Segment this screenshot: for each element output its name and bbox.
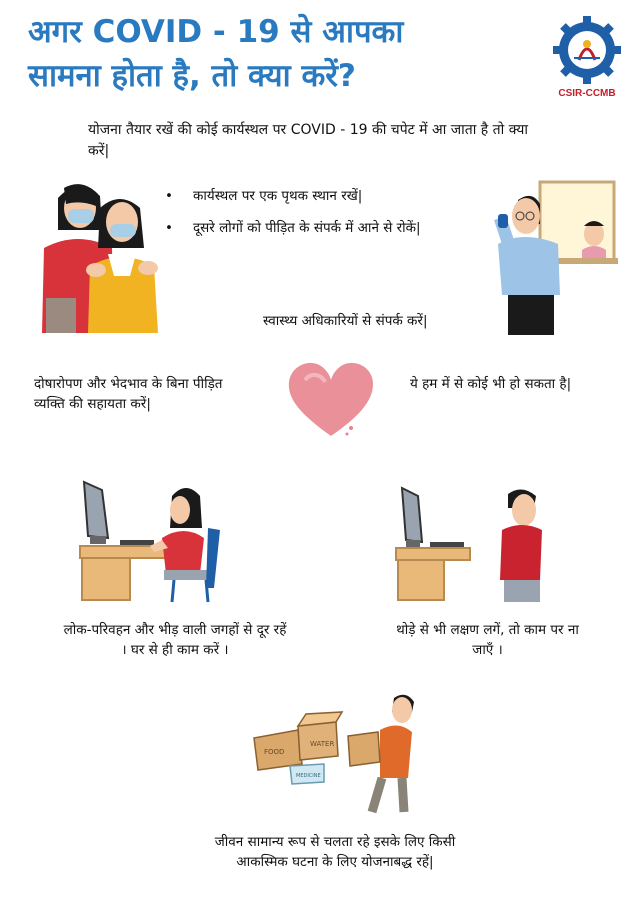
man-carrying-boxes-illustration bbox=[252, 690, 422, 815]
intro-text: योजना तैयार रखें की कोई कार्यस्थल पर COVID - 19 की चपेट में आ जाता है तो क्या करें| bbox=[88, 122, 528, 159]
list-item: • दूसरे लोगों को पीड़ित के संपर्क में आने से रोकें| bbox=[165, 218, 465, 238]
can-happen-anyone-text: ये हम में से कोई भी हो सकता है| bbox=[410, 376, 572, 392]
woman-at-computer-illustration bbox=[80, 478, 230, 608]
medicine-box-label: MEDICINE bbox=[296, 773, 321, 779]
title-line-1: अगर COVID - 19 से आपका bbox=[28, 14, 404, 50]
heart-icon bbox=[285, 356, 377, 440]
csir-ccmb-logo bbox=[552, 14, 622, 104]
man-at-computer-illustration bbox=[396, 484, 546, 604]
title-line-2: सामना होता है, तो क्या करें? bbox=[28, 58, 356, 94]
contingency-plan-text: जीवन सामान्य रूप से चलता रहे इसके लिए किसी आकस्मिक घटना के लिए योजनाबद्ध रहें| bbox=[214, 834, 456, 870]
gear-emblem-icon bbox=[552, 14, 622, 86]
avoid-transport-text: लोक-परिवहन और भीड़ वाली जगहों से दूर रहें । घर से ही काम करें । bbox=[63, 622, 287, 658]
list-item: • कार्यस्थल पर एक पृथक स्थान रखें| bbox=[165, 186, 465, 206]
logo-label: CSIR-CCMB bbox=[558, 88, 616, 99]
water-box-label: WATER bbox=[310, 740, 335, 748]
masked-couple-illustration bbox=[38, 178, 163, 333]
help-without-blame-text: दोषारोपण और भेदभाव के बिना पीड़ित व्यक्ति की सहायता करें| bbox=[34, 376, 223, 412]
contact-officials-text: स्वास्थ्य अधिकारियों से संपर्क करें| bbox=[263, 313, 428, 329]
food-box-label: FOOD bbox=[264, 748, 285, 756]
mild-symptoms-text: थोड़े से भी लक्षण लगें, तो काम पर ना जाएँ । bbox=[396, 622, 579, 658]
page-title bbox=[28, 10, 528, 98]
workplace-bullet-list bbox=[165, 186, 465, 250]
